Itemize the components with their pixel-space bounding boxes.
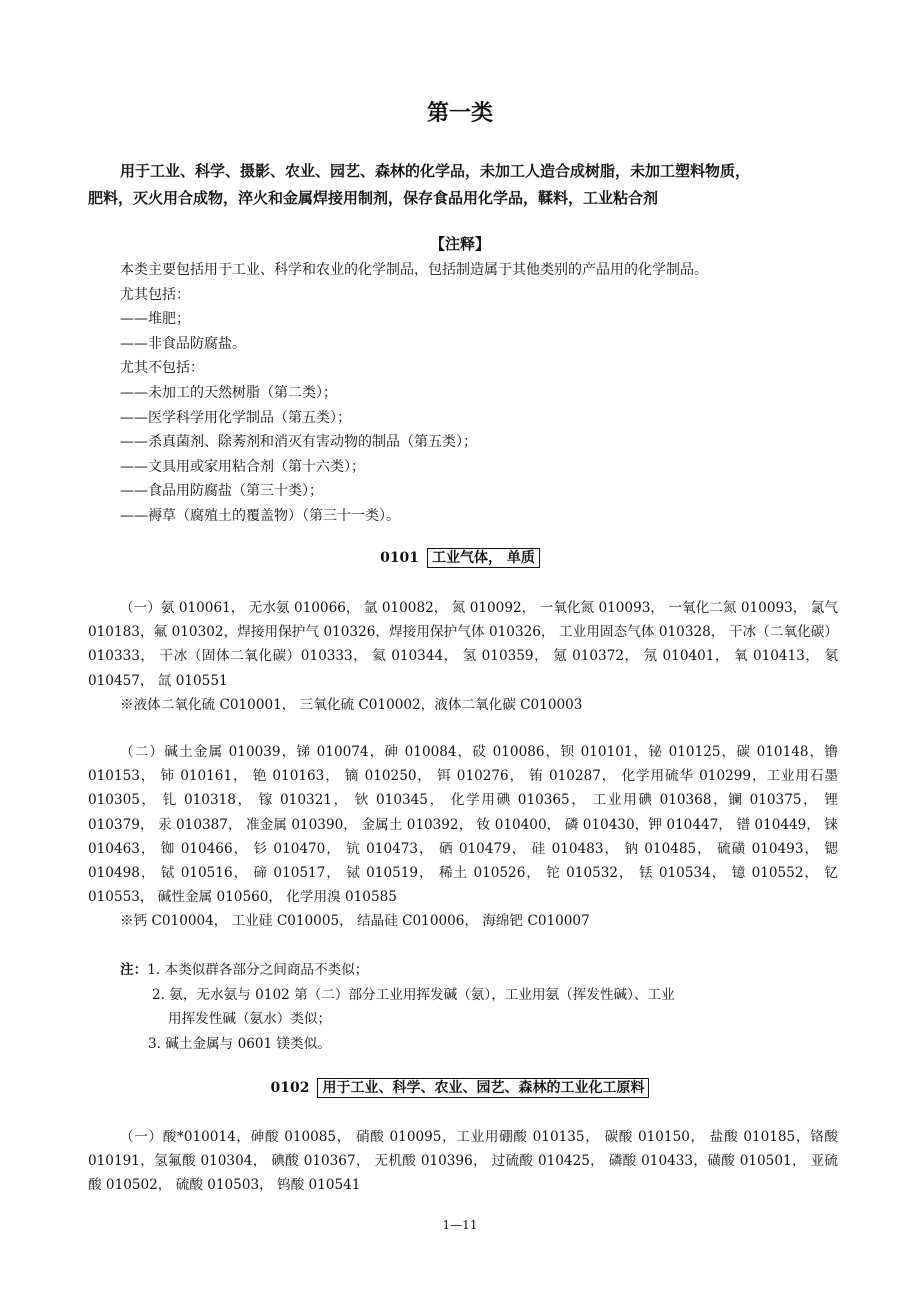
subtitle-line: 用于工业、科学、摄影、农业、园艺、森林的化学品，未加工人造合成树脂，未加工塑料物质， [120, 162, 751, 180]
section-0101-group-1 [88, 596, 838, 717]
page-title: 第一类 [426, 101, 493, 126]
group-items: （二）碱土金属 010039，锑 010074，砷 010084，砹 010086，钡 010101，铋 010125，碳 010148，镥 010153， 铈 010161， 铯 010163， 镝 010250， 铒 010276， 铕 010287， 化学用硫华 010299，工业用石墨 010305， 钆 010318， 镓 010321， 钬 010345， 化学用碘 010365， 工业用碘 010368，镧 010375， 锂 010379， 汞 010387， 准金属 010390， 金属土 010392， 钕 010400， 磷 010430，钾 010447， 镨 010449， 铼 010463， 铷 010466， 钐 010470， 钪 010473， 硒 010479， 硅 010483， 钠 010485， 硫磺 010493， 锶 010498， 铽 010516， 碲 010517， 铽 010519， 稀土 010526， 铊 010532， 铥 010534， 镱 010552， 钇 010553， 碱性金属 010560， 化学用溴 010585 [88, 744, 838, 906]
class-subtitle [88, 158, 838, 212]
section-heading-0101 [0, 547, 920, 567]
section-name: 用于工业、科学、农业、园艺、森林的工业化工原料 [317, 1078, 649, 1098]
footnote-item-continued: 用挥发性碱（氨水）类似； [168, 1011, 332, 1028]
note-line: ——文具用或家用粘合剂（第十六类）； [120, 458, 365, 475]
note-line: ——未加工的天然树脂（第二类）； [120, 384, 337, 401]
note-line: 尤其不包括： [120, 360, 204, 377]
note-line: ——医学科学用化学制品（第五类）； [120, 409, 351, 426]
section-code: 0101 [380, 550, 420, 566]
section-heading-0102 [0, 1077, 920, 1097]
section-0102-group-1 [88, 1125, 838, 1198]
group-items: （一）酸*010014，砷酸 010085， 硝酸 010095，工业用硼酸 010135， 碳酸 010150， 盐酸 010185，铬酸 010191，氢氟酸 010304， 碘酸 010367， 无机酸 010396， 过硫酸 010425， 磷酸 010433，磺酸 010501， 亚硫酸 010502， 硫酸 010503， 钨酸 010541 [88, 1129, 839, 1194]
footnote [120, 958, 840, 1056]
group-supplement: ※钙 C010004， 工业硅 C010005， 结晶硅 C010006， 海绵钯 C010007 [120, 913, 590, 930]
footnote-item: 3. 碱土金属与 0601 镁类似。 [148, 1035, 331, 1052]
group-items: （一）氨 010061， 无水氨 010066， 氩 010082， 氮 010092， 一氧化氮 010093， 一氧化二氮 010093， 氯气 010183，氟 010302，焊接用保护气 010326，焊接用保护气体 010326， 工业用固态气体 010328， 干冰（二氧化碳）010333， 干冰（固体二氧化碳）010333， 氦 010344， 氢 010359， 氪 010372， 氖 010401， 氧 010413， 氡 010457， 氙 010551 [88, 600, 838, 689]
page-number: 1—11 [442, 1218, 478, 1232]
subtitle-line: 肥料，灭火用合成物，淬火和金属焊接用制剂，保存食品用化学品，鞣料，工业粘合剂 [88, 189, 659, 207]
notes-heading: 【注释】 [429, 235, 490, 253]
note-line: 本类主要包括用于工业、科学和农业的化学制品，包括制造属于其他类别的产品用的化学制品。 [120, 262, 708, 278]
group-supplement: ※液体二氧化硫 C010001， 三氧化硫 C010002，液体二氧化碳 C010003 [120, 696, 583, 713]
note-line: ——非食品防腐盐。 [120, 335, 246, 352]
footnote-item: 2. 氨，无水氨与 0102 第（二）部分工业用挥发碱（氨），工业用氨（挥发性碱）、工业 [152, 986, 675, 1003]
note-line: 尤其包括： [120, 286, 190, 303]
footnote-item: 1. 本类似群各部分之间商品不类似； [147, 962, 369, 978]
note-line: ——食品用防腐盐（第三十类）； [120, 483, 323, 500]
notes-body [120, 258, 860, 529]
section-name: 工业气体， 单质 [427, 548, 540, 568]
note-line: ——堆肥； [120, 311, 190, 328]
footnote-label: 注： [120, 962, 148, 978]
note-line: ——杀真菌剂、除莠剂和消灭有害动物的制品（第五类）； [120, 434, 477, 451]
note-line: ——褥草（腐殖土的覆盖物）（第三十一类）。 [120, 507, 400, 524]
section-0101-group-2 [88, 740, 838, 934]
section-code: 0102 [270, 1080, 310, 1096]
